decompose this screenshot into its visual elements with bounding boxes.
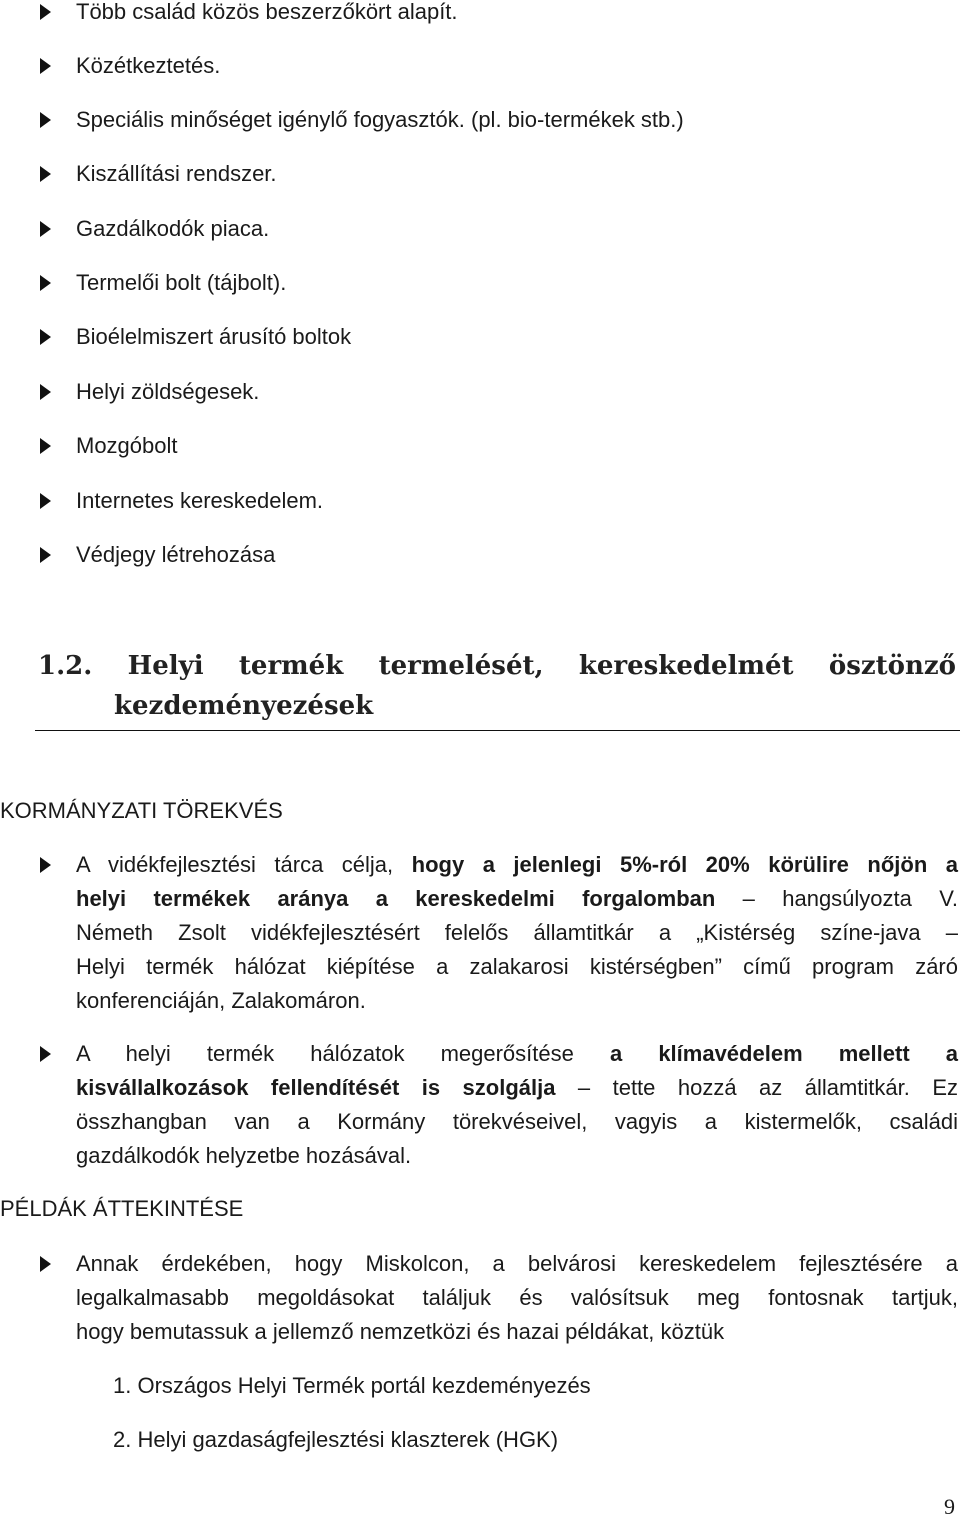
heading-word: ösztönző [828, 651, 956, 681]
heading-word: termék [238, 651, 344, 681]
triangle-bullet-icon [40, 58, 51, 74]
section-heading [38, 646, 956, 726]
triangle-bullet-icon [40, 4, 51, 20]
heading-underline [35, 730, 960, 731]
paragraph-bullet: A vidékfejlesztési tárca célja, hogy a jelenlegi 5%-ról 20% körülire nőjön a helyi termékek aránya a kereskedelmi forgalomban – hangsúlyozta V. Németh Zsolt vidékfejlesztésért felelős államtitkár a „Kistérség színe-java – Helyi termék hálózat kiépítése a zalakarosi kistérségben” című program záró konferenciáján, Zalakomáron. [40, 848, 958, 1018]
triangle-bullet-icon [40, 166, 51, 182]
triangle-bullet-icon [40, 329, 51, 345]
numbered-list-item: 1. Országos Helyi Termék portál kezdeményezés [113, 1373, 591, 1398]
subheading-peldak: PÉLDÁK ÁTTEKINTÉSE [0, 1196, 244, 1221]
triangle-bullet-icon [40, 112, 51, 128]
heading-line-2: kezdeményezések [114, 691, 374, 721]
triangle-bullet-icon [40, 384, 51, 400]
page-number: 9 [944, 1494, 955, 1519]
subheading-kormanyzati: KORMÁNYZATI TÖREKVÉS [0, 798, 283, 823]
triangle-bullet-icon [40, 547, 51, 563]
paragraph-bullet: Annak érdekében, hogy Miskolcon, a belvárosi kereskedelem fejlesztésére a legalkalmasabb megoldásokat találjuk és valósítsuk meg fontosnak tartjuk, hogy bemutassuk a jellemző nemzetközi és hazai példákat, köztük [40, 1247, 958, 1349]
triangle-bullet-icon [40, 1256, 51, 1272]
heading-word: kereskedelmét [578, 651, 794, 681]
triangle-bullet-icon [40, 438, 51, 454]
document-page: Több család közös beszerzőkört alapít. Közétkeztetés. Speciális minőséget igénylő fogyasztók. (pl. bio-termékek stb.) Kiszállítási rendszer. Gazdálkodók piaca. Termelői bolt (tájbolt). Bioélelmiszert árusító boltok Helyi zöldségesek. Mozgóbolt Internetes kereskedelem. Védjegy létrehozása 1.2. Helyi termék termelését, kereskedelmét ösztönző kezdeményezések KORMÁNYZATI TÖREKVÉS A vidékfejlesztési tárca célja, hogy a jelenlegi 5%-ról 20% körülire nőjön a helyi termékek aránya a kereskedelmi forgalomban – hangsúlyozta V. Németh Zsolt vidékfejlesztésért felelős államtitkár a „Kistérség színe-java – Helyi termék hálózat kiépítése a zalakarosi kistérségben” című program záró konferenciáján, Zalakomáron. A helyi termék hálózatok megerősítése a klímavédelem mellett a kisvállalkozások fellendítését is szolgálja – tette hozzá az államtitkár. Ez összhangban van a Kormány törekvéseivel, vagyis a kistermelők, családi gazdálkodók helyzetbe hozásával. PÉLDÁK ÁTTEKINTÉSE Annak érdekében, hogy Miskolcon, a belvárosi kereskedelem fejlesztésére a legalkalmasabb megoldásokat találjuk és valósítsuk meg fontosnak tartjuk, hogy bemutassuk a jellemző nemzetközi és hazai példákat, köztük 1. Országos Helyi Termék portál kezdeményezés 2. Helyi gazdaságfejlesztési klaszterek (HGK) 9 [0, 0, 958, 1519]
heading-word: termelését, [378, 651, 544, 681]
numbered-list-item: 2. Helyi gazdaságfejlesztési klaszterek (HGK) [113, 1427, 559, 1452]
heading-word: Helyi [127, 651, 204, 681]
section-number: 1.2. [38, 651, 93, 681]
paragraph-bullet: A helyi termék hálózatok megerősítése a klímavédelem mellett a kisvállalkozások fellendítését is szolgálja – tette hozzá az államtitkár. Ez összhangban van a Kormány törekvéseivel, vagyis a kistermelők, családi gazdálkodók helyzetbe hozásával. [40, 1037, 958, 1173]
triangle-bullet-icon [40, 493, 51, 509]
triangle-bullet-icon [40, 221, 51, 237]
triangle-bullet-icon [40, 275, 51, 291]
triangle-bullet-icon [40, 1046, 51, 1062]
triangle-bullet-icon [40, 857, 51, 873]
